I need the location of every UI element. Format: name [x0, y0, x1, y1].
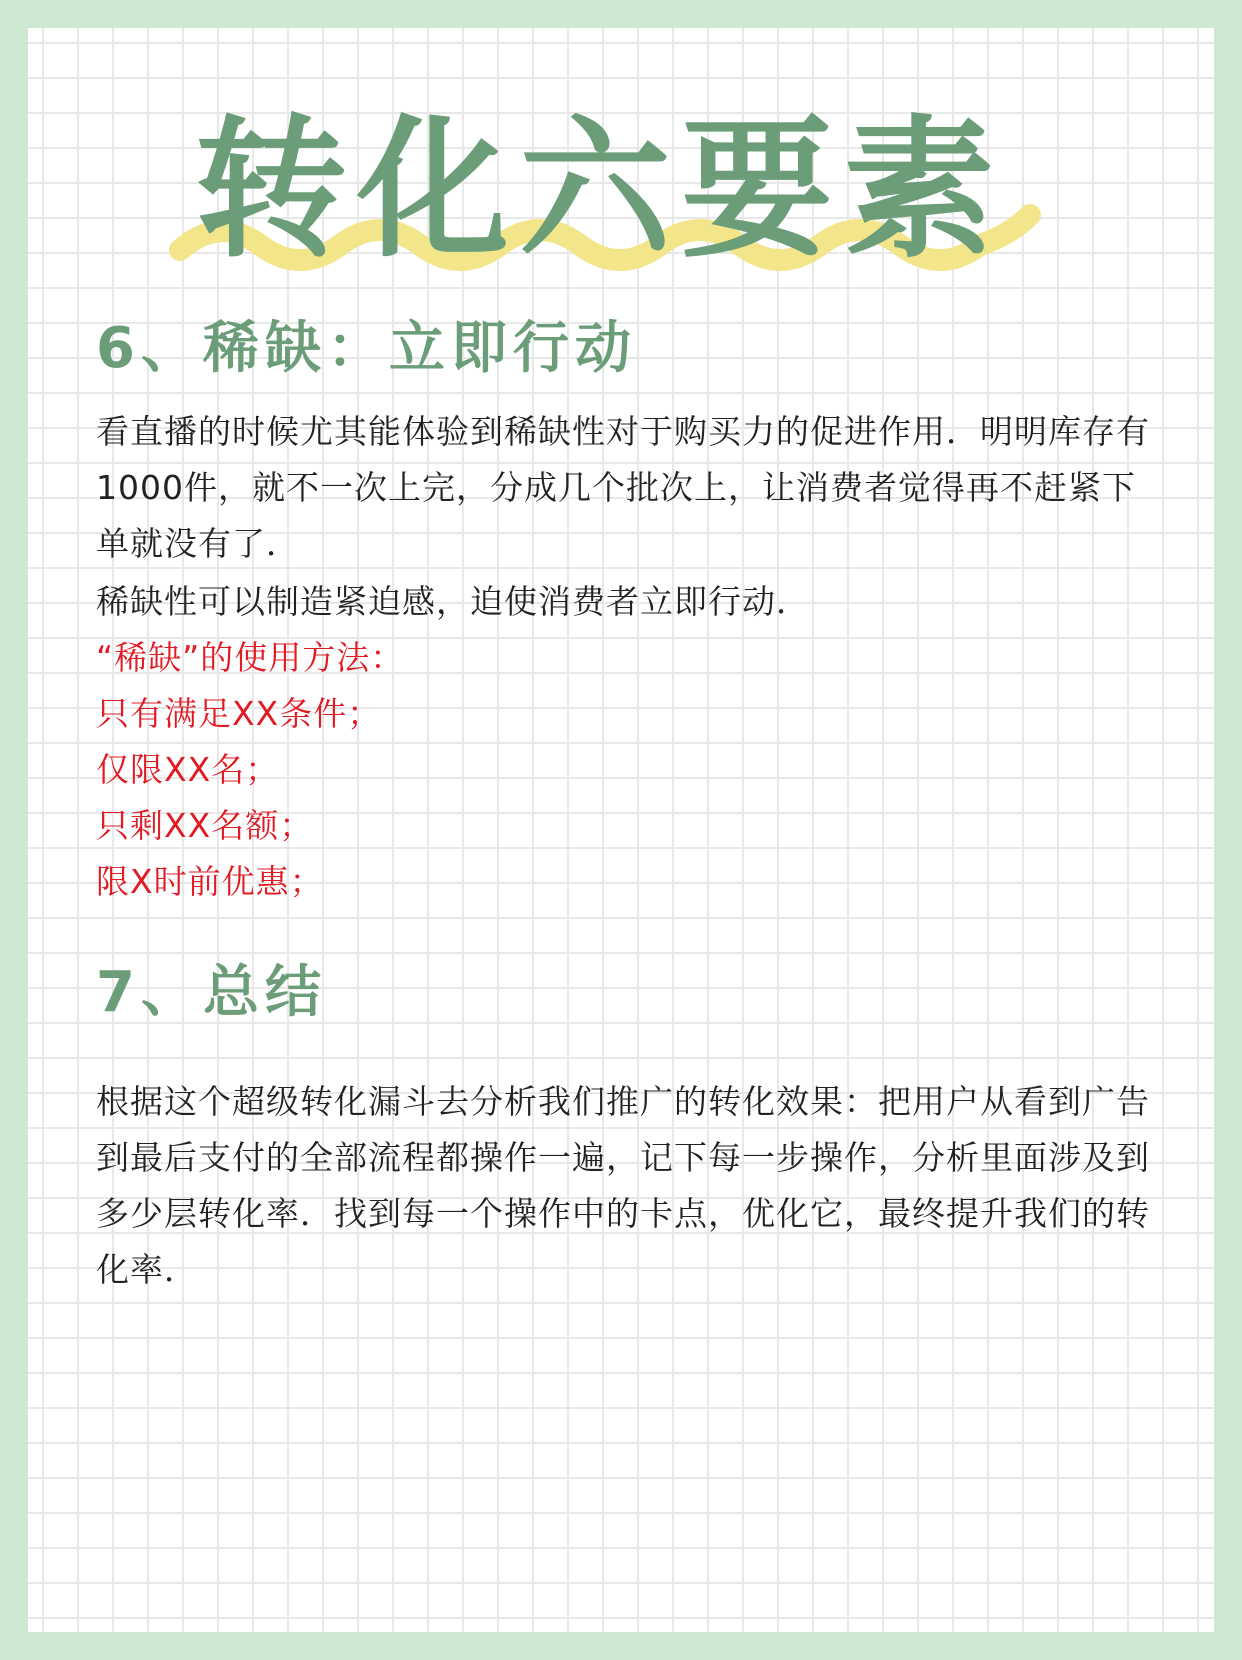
- usage-title: “稀缺”的使用方法：: [96, 638, 405, 677]
- usage-item: 只剩XX名额；: [96, 806, 314, 845]
- page-title: 转化六要素: [195, 101, 1005, 278]
- section7-heading: 7、总结: [96, 960, 327, 1025]
- section7-paragraph: 根据这个超级转化漏斗去分析我们推广的转化效果：把用户从看到广告到最后支付的全部流程都操作一遍，记下每一步操作，分析里面涉及到多少层转化率．找到每一个操作中的卡点，优化它，最终提升我们的转化率．: [96, 1082, 1150, 1289]
- title-block: [150, 95, 1050, 295]
- usage-item: 限X时前优惠；: [96, 862, 324, 901]
- section6-heading: 6、稀缺：立即行动: [96, 316, 637, 381]
- usage-item: 只有满足XX条件；: [96, 694, 382, 733]
- section6-paragraph-2: 稀缺性可以制造紧迫感，迫使消费者立即行动．: [96, 582, 810, 621]
- usage-item: 仅限XX名；: [96, 750, 280, 789]
- section6-paragraph-1: 看直播的时候尤其能体验到稀缺性对于购买力的促进作用．明明库存有1000件，就不一次上完，分成几个批次上，让消费者觉得再不赶紧下单就没有了．: [96, 412, 1150, 563]
